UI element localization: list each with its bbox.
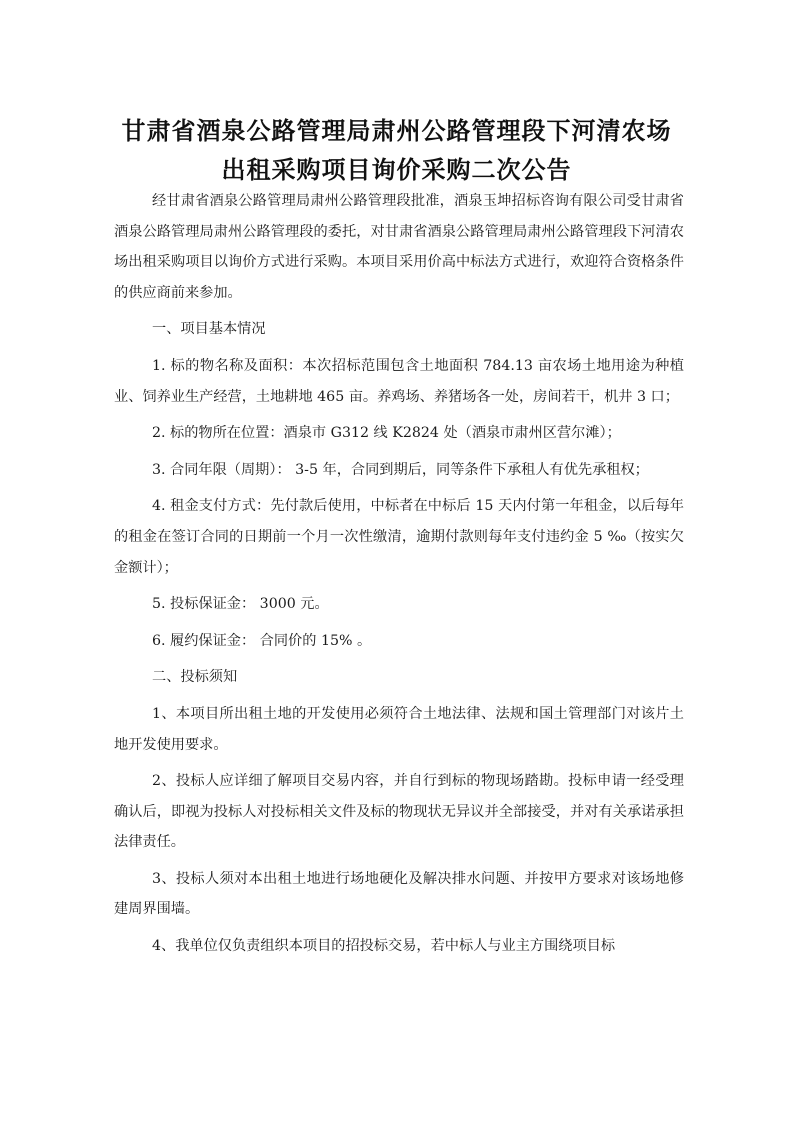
item-1-subject-area: 1. 标的物名称及面积：本次招标范围包含土地面积 784.13 亩农场土地用途为种植业、饲养业生产经营，土地耕地 465 亩。养鸡场、养猪场各一处，房间若干，机井 3 口； (114, 357, 684, 405)
notice-2-site-survey: 2、投标人应详细了解项目交易内容，并自行到标的物现场踏勘。投标申请一经受理确认后，即视为投标人对投标相关文件及标的物现状无异议并全部接受，并对有关承诺承担法律责任。 (114, 773, 684, 851)
notice-3-site-hardening: 3、投标人须对本出租土地进行场地硬化及解决排水问题、并按甲方要求对该场地修建周界围墙。 (114, 870, 684, 918)
document-title-line-1: 甘肃省酒泉公路管理局肃州公路管理段下河清农场 (121, 117, 672, 145)
item-5-bid-bond: 5. 投标保证金： 3000 元。 (152, 596, 329, 613)
section-heading-bidding-notice: 二、投标须知 (152, 669, 238, 686)
notice-4-responsibility: 4、我单位仅负责组织本项目的招投标交易，若中标人与业主方围绕项目标 (152, 938, 616, 955)
section-heading-basic-info: 一、项目基本情况 (152, 321, 266, 338)
item-4-rent-payment: 4. 租金支付方式：先付款后使用，中标者在中标后 15 天内付第一年租金，以后每年的租金在签订合同的日期前一个月一次性缴清，逾期付款则每年支付违约金 5 ‰（按实欠金额计）； (114, 498, 684, 576)
document-body (114, 186, 684, 962)
notice-1-land-use: 1、本项目所出租土地的开发使用必须符合土地法律、法规和国土管理部门对该片土地开发使用要求。 (114, 705, 684, 753)
item-2-location: 2. 标的物所在位置：酒泉市 G312 线 K2824 处（酒泉市肃州区营尔滩）； (152, 425, 621, 442)
item-6-performance-bond: 6. 履约保证金： 合同价的 15% 。 (152, 632, 372, 649)
item-3-contract-term: 3. 合同年限（周期）： 3-5 年，合同到期后，同等条件下承租人有优先承租权； (152, 461, 649, 478)
intro-paragraph: 经甘肃省酒泉公路管理局肃州公路管理段批准，酒泉玉坤招标咨询有限公司受甘肃省酒泉公路管理局肃州公路管理段的委托，对甘肃省酒泉公路管理局肃州公路管理段下河清农场出租采购项目以询价方式进行采购。本项目采用价高中标法方式进行，欢迎符合资格条件的供应商前来参加。 (114, 193, 684, 301)
document-title-line-2: 出租采购项目询价采购二次公告 (221, 156, 572, 184)
